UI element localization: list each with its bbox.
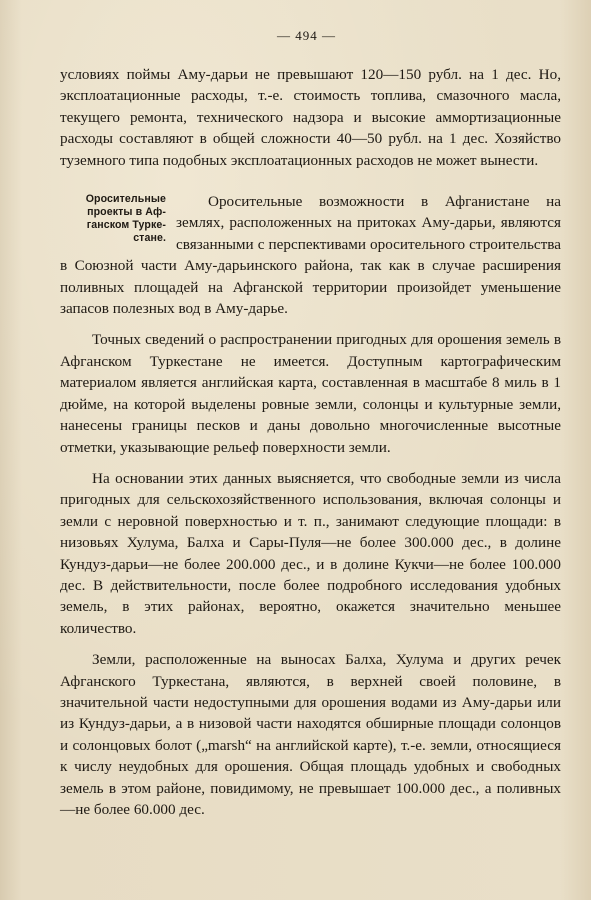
paragraph-5: Земли, расположенные на выносах Балха, Хулума и других речек Афганского Туркестана, являются, в верхней своей половине, в значительной части недоступными для орошения водами из Аму-дарьи или из Кундуз-дарьи, а в низовой части находятся обширные площади солонцов и солонцовых болот („marsh“ на английской карте), т.-е. земли, относящиеся к числу неудобных для орошения. Общая площадь удобных и свободных земель в этом районе, повидимому, не превышает 100.000 дес., а поливных—не более 60.000 дес. [60, 651, 561, 818]
marginal-note: Оросительные проекты в Аф- ганском Турке- стане. [85, 193, 166, 245]
paragraph-1: условиях поймы Аму-дарьи не превышают 120—150 рубл. на 1 дес. Но, эксплоатационные расходы, т.-е. стоимость топлива, смазочного масла, текущего ремонта, технического надзора и высокие аммортизационные расходы составляют в общей сложности 40—50 рубл. на 1 дес. Хозяйство туземного типа подобных эксплоатационных расходов не может вынести. [60, 66, 561, 169]
paragraph-3: Точных сведений о распространении пригодных для орошения земель в Афганском Туркестане не имеется. Доступным картографическим материалом является английская карта, составленная в масштабе 8 миль в 1 дюйме, на которой выделены ровные земли, солонцы и культурные земли, нанесены границы песков и даны довольно многочисленные высотные отметки, указывающие рельеф поверхности земли. [60, 331, 561, 456]
page-number: — 494 — [277, 28, 336, 43]
section-irrigation-projects [60, 191, 561, 319]
paragraph-2: Оросительные возможности в Афганистане на землях, расположенных на притоках Аму-дарьи, являются связанными с перспективами оросительного строительства в Союзной части Аму-дарьинского района, так как в случае расширения поливных площадей на Афганской территории произойдет уменьшение запасов полезных вод в Аму-дарье. [60, 193, 561, 318]
paragraph-4: На основании этих данных выясняется, что свободные земли из числа пригодных для сельскохозяйственного использования, включая солонцы и земли с неровной поверхностью и т. п., занимают следующие площади: в низовьях Хулума, Балха и Сары-Пуля—не более 300.000 дес., в долине Кундуз-дарьи—не более 200.000 дес., и в долине Кукчи—не более 100.000 дес. В действительности, после более подробного исследования удобных земель, в этих районах, вероятно, окажется значительно меньшее количество. [60, 469, 561, 637]
